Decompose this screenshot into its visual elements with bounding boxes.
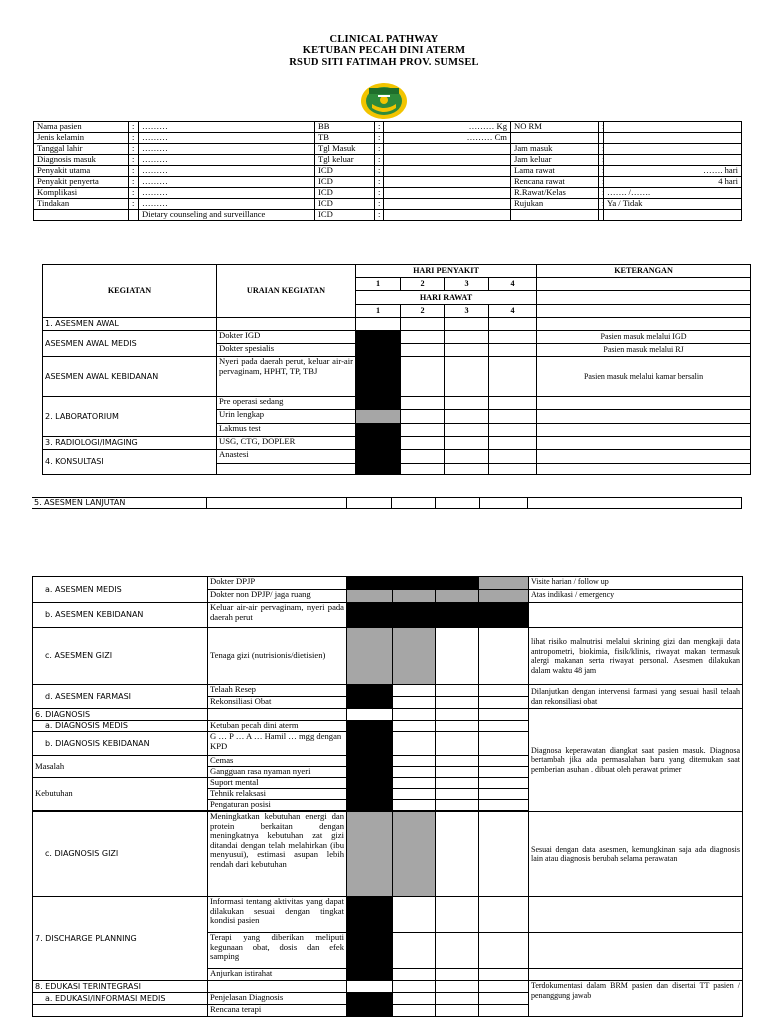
label-rencana-rawat: Rencana rawat [511, 177, 599, 188]
label-jenis-kelamin: Jenis kelamin [34, 133, 129, 144]
label-r-rawat-kelas: R.Rawat/Kelas [511, 188, 599, 199]
header-hari-penyakit: HARI PENYAKIT [356, 265, 537, 278]
field-rujukan[interactable]: Ya / Tidak [604, 199, 742, 210]
uraian-keluar-air: Keluar air-air pervaginam, nyeri pada daerah perut [208, 603, 347, 628]
field-icd[interactable] [384, 199, 511, 210]
uraian-tenaga-gizi: Tenaga gizi (nutrisionis/dietisien) [208, 628, 347, 685]
row-diagnosis-gizi: c. DIAGNOSIS GIZI [33, 812, 208, 897]
header-hari-rawat: HARI RAWAT [356, 291, 537, 305]
day-cell-filled [356, 357, 401, 397]
label-nama-pasien: Nama pasien [34, 122, 129, 133]
asesmen-lanjutan-row [32, 497, 742, 509]
field-tgl-masuk[interactable] [384, 144, 511, 155]
day-cell-filled [356, 437, 401, 450]
row-asesmen-gizi: c. ASESMEN GIZI [33, 628, 208, 685]
ket-gizi: lihat risiko malnutrisi melalui skrining gizi dan mengkaji data antropometri, biokimia, fisik/klinis, riwayat makan termasuk alergi makanan serta riwayat personal. Asesmen dilakukan dalam waktu 48 jam [529, 628, 743, 685]
uraian-anjurkan: Anjurkan istirahat [208, 969, 347, 981]
label-tb: TB [315, 133, 375, 144]
section-asesmen-awal: 1. ASESMEN AWAL [43, 318, 217, 331]
uraian-meningkatkan: Meningkatkan kebutuhan energi dan protein berkaitan dengan meningkatnya kebutuhan zat gizi ditandai dengan telah melahirkan (ibu menyusui), estimasi asupan lebih rendah dari kebutuhan [208, 812, 347, 897]
label-penyakit-penyerta: Penyakit penyerta [34, 177, 129, 188]
ket-rj: Pasien masuk melalui RJ [537, 344, 751, 357]
day-cell-optional [356, 410, 401, 424]
day-cell-filled [356, 450, 401, 464]
row-asesmen-medis: a. ASESMEN MEDIS [33, 577, 208, 603]
uraian-terapi: Terapi yang diberikan meliputi kegunaan obat, dosis dan efek samping [208, 933, 347, 969]
field-icd[interactable] [384, 188, 511, 199]
uraian-cemas: Cemas [208, 756, 347, 767]
label-icd: ICD [315, 210, 375, 221]
label-tgl-keluar: Tgl keluar [315, 155, 375, 166]
row-radiologi: 3. RADIOLOGI/IMAGING [43, 437, 217, 450]
header-keterangan: KETERANGAN [537, 265, 751, 278]
uraian-pre-operasi: Pre operasi sedang [217, 397, 356, 410]
label-icd: ICD [315, 188, 375, 199]
uraian-suport: Suport mental [208, 778, 347, 789]
field-tanggal-lahir[interactable]: ……… [139, 144, 315, 155]
row-laboratorium: 2. LABORATORIUM [43, 397, 217, 437]
field-diagnosis-masuk[interactable]: ……… [139, 155, 315, 166]
uraian-telaah-resep: Telaah Resep [208, 685, 347, 697]
label-jam-masuk: Jam masuk [511, 144, 599, 155]
uraian-dokter-igd: Dokter IGD [217, 331, 356, 344]
label-dietary: Dietary counseling and surveillance [139, 210, 315, 221]
ket-edukasi: Terdokumentasi dalam BRM pasien dan disertai TT pasien / penanggung jawab [529, 981, 743, 1017]
uraian-informasi: Informasi tentang aktivitas yang dapat dilakukan sesuai dengan tingkat kondisi pasien [208, 897, 347, 933]
ket-gizi-2: Sesuai dengan data asesmen, kemungkinan saja ada diagnosis lain atau diagnosis berubah selama perawatan [529, 812, 743, 897]
ket-diagnosa: Diagnosa keperawatan diangkat saat pasien masuk. Diagnosa bertambah jika ada permasalahan baru yang ditemukan saat pemberian asuhan . dibuat oleh perawat primer [529, 709, 743, 812]
uraian-rekonsiliasi: Rekonsiliasi Obat [208, 697, 347, 709]
uraian-gpa: G … P … A … Hamil … mgg dengan KPD [208, 732, 347, 756]
kegiatan-table: KEGIATAN URAIAN KEGIATAN HARI PENYAKIT KETERANGAN 1 2 3 4 HARI RAWAT 1 2 3 4 1. ASESMEN AWAL ASESMEN AWAL MEDIS Dokter IGD Pasien masuk melalui IGD Dokter spesialis Pasien masuk melalui RJ ASESMEN AWAL KEBIDANAN Nyeri pada daerah perut, keluar air-air pervaginam, HPHT, TP, TBJ Pasien masuk melalui kamar bersalin 2. LABORATORIUM Pre operasi sedang Urin lengkap Lakmus test 3. RADIOLOGI/IMAGING USG, CTG, DOPLER 4. KONSULTASI Anastesi [42, 264, 751, 475]
uraian-urin: Urin lengkap [217, 410, 356, 424]
label-tindakan: Tindakan [34, 199, 129, 210]
day-cell-filled [356, 331, 401, 344]
field-tb[interactable]: ……… Cm [384, 133, 511, 144]
row-discharge-planning: 7. DISCHARGE PLANNING [33, 897, 208, 981]
label-lama-rawat: Lama rawat [511, 166, 599, 177]
uraian-teknik: Tehnik relaksasi [208, 789, 347, 800]
label-icd: ICD [315, 177, 375, 188]
uraian-anastesi: Anastesi [217, 450, 356, 464]
header-kegiatan: KEGIATAN [43, 265, 217, 318]
uraian-usg: USG, CTG, DOPLER [217, 437, 356, 450]
field-icd[interactable] [384, 177, 511, 188]
row-kebutuhan: Kebutuhan [33, 778, 208, 811]
label-bb: BB [315, 122, 375, 133]
label-tgl-masuk: Tgl Masuk [315, 144, 375, 155]
field-bb[interactable]: ……… Kg [384, 122, 511, 133]
ket-indikasi: Atas indikasi / emergency [529, 590, 743, 603]
hospital-logo-icon [360, 82, 408, 120]
patient-identity-table: Nama pasien : ……… BB : ……… Kg NO RM : Jenis kelamin : ……… TB : ……… Cm Tanggal lahir : ……… Tgl Masuk : Jam masuk : Diagnosis masuk : ……… Tgl keluar : Jam keluar : Penyakit utama : ……… ICD : Lama rawat : ……. hari Penyakit penyerta : ……… ICD : Rencana rawat : 4 hari Komplikasi : ……… ICD : R.Rawat/Kelas : ……. /……. Tindakan : ……… ICD : Rujukan : Ya / Tidak Dietary counseling and surveillance ICD : [33, 121, 742, 221]
day-cell-filled [356, 464, 401, 475]
hospital-name: RSUD SITI FATIMAH PROV. SUMSEL [289, 57, 479, 68]
row-diagnosis-medis: a. DIAGNOSIS MEDIS [33, 721, 208, 732]
uraian-dokter-spesialis: Dokter spesialis [217, 344, 356, 357]
uraian-nyeri: Nyeri pada daerah perut, keluar air-air pervaginam, HPHT, TP, TBJ [217, 357, 356, 397]
field-tgl-keluar[interactable] [384, 155, 511, 166]
uraian-lakmus: Lakmus test [217, 424, 356, 437]
day-cell-filled [356, 424, 401, 437]
field-no-rm[interactable] [604, 122, 742, 133]
field-icd[interactable] [384, 210, 511, 221]
section-asesmen-lanjutan: 5. ASESMEN LANJUTAN [32, 498, 206, 509]
ket-kamar-bersalin: Pasien masuk melalui kamar bersalin [537, 357, 751, 397]
header-uraian: URAIAN KEGIATAN [217, 265, 356, 318]
section-edukasi: 8. EDUKASI TERINTEGRASI [33, 981, 208, 993]
field-jam-keluar[interactable] [604, 155, 742, 166]
field-icd[interactable] [384, 166, 511, 177]
uraian-rencana-terapi: Rencana terapi [208, 1005, 347, 1017]
ket-igd: Pasien masuk melalui IGD [537, 331, 751, 344]
label-no-rm: NO RM [511, 122, 599, 133]
label-penyakit-utama: Penyakit utama [34, 166, 129, 177]
section-diagnosis: 6. DIAGNOSIS [33, 709, 208, 721]
ket-visite: Visite harian / follow up [529, 577, 743, 590]
uraian-pengaturan: Pengaturan posisi [208, 800, 347, 811]
field-lama-rawat[interactable]: ……. hari [604, 166, 742, 177]
field-nama-pasien[interactable]: ……… [139, 122, 315, 133]
day-cell-filled [356, 397, 401, 410]
ket-farmasi: Dilanjutkan dengan intervensi farmasi yang sesuai hasil telaah dan rekonsiliasi obat [529, 685, 743, 709]
row-konsultasi: 4. KONSULTASI [43, 450, 217, 475]
field-penyakit-utama[interactable]: ……… [139, 166, 315, 177]
asesmen-lanjutan-table [32, 576, 743, 1017]
document-subtitle: KETUBAN PECAH DINI ATERM [302, 45, 466, 56]
row-asesmen-farmasi: d. ASESMEN FARMASI [33, 685, 208, 709]
day-cell-filled [356, 344, 401, 357]
field-jam-masuk[interactable] [604, 144, 742, 155]
row-asesmen-awal-kebidanan: ASESMEN AWAL KEBIDANAN [43, 357, 217, 397]
field-jenis-kelamin[interactable]: ……… [139, 133, 315, 144]
label-icd: ICD [315, 199, 375, 210]
document-title: CLINICAL PATHWAY [329, 34, 439, 45]
label-tanggal-lahir: Tanggal lahir [34, 144, 129, 155]
row-edukasi-medis: a. EDUKASI/INFORMASI MEDIS [33, 993, 208, 1005]
row-asesmen-awal-medis: ASESMEN AWAL MEDIS [43, 331, 217, 357]
uraian-dokter-non-dpjp: Dokter non DPJP/ jaga ruang [208, 590, 347, 603]
field-r-rawat-kelas[interactable]: ……. /……. [604, 188, 742, 199]
field-komplikasi[interactable]: ……… [139, 188, 315, 199]
field-penyakit-penyerta[interactable]: ……… [139, 177, 315, 188]
label-rujukan: Rujukan [511, 199, 599, 210]
row-diagnosis-kebidanan: b. DIAGNOSIS KEBIDANAN [33, 732, 208, 756]
label-diagnosis-masuk: Diagnosis masuk [34, 155, 129, 166]
uraian-dokter-dpjp: Dokter DPJP [208, 577, 347, 590]
field-tindakan[interactable]: ……… [139, 199, 315, 210]
uraian-penjelasan: Penjelasan Diagnosis [208, 993, 347, 1005]
uraian-gangguan: Gangguan rasa nyaman nyeri [208, 767, 347, 778]
field-rencana-rawat: 4 hari [604, 177, 742, 188]
label-komplikasi: Komplikasi [34, 188, 129, 199]
row-asesmen-kebidanan: b. ASESMEN KEBIDANAN [33, 603, 208, 628]
label-jam-keluar: Jam keluar [511, 155, 599, 166]
uraian-ketuban: Ketuban pecah dini aterm [208, 721, 347, 732]
label-icd: ICD [315, 166, 375, 177]
row-masalah: Masalah [33, 756, 208, 778]
